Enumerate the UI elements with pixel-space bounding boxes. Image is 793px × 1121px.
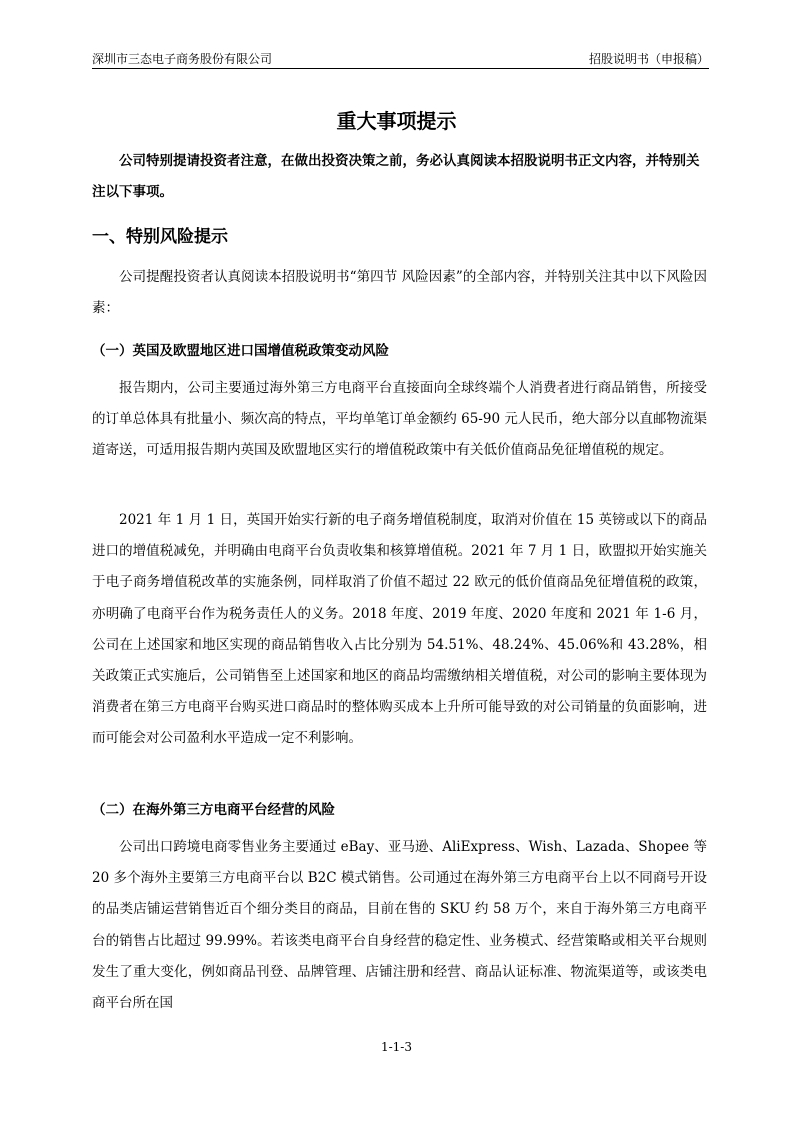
page-title: 重大事项提示 <box>336 109 457 133</box>
risk1-paragraph-1: 报告期内，公司主要通过海外第三方电商平台直接面向全球终端个人消费者进行商品销售，所接受的订单总体具有批量小、频次高的特点，平均单笔订单金额约 65-90 元人民币，绝大部分以直邮物流渠道寄送，可适用报告期内英国及欧盟地区实行的增值税政策中有关低价值商品免征增值税的规定。 <box>92 380 707 459</box>
risk1-heading: （一）英国及欧盟地区进口国增值税政策变动风险 <box>92 343 389 359</box>
risk2-paragraph-1: 公司出口跨境电商零售业务主要通过 eBay、亚马逊、AliExpress、Wish、Lazada、Shopee 等 20 多个海外主要第三方电商平台以 B2C 模式销售。公司通过在海外第三方电商平台上以不同商号开设的品类店铺运营销售近百个细分类目的商品，目前在售的 SKU 约 58 万个，来自于海外第三方电商平台的销售占比超过 99.99%。若该类电商平台自身经营的稳定性、业务模式、经营策略或相关平台规则发生了重大变化，例如商品刊登、品牌管理、店铺注册和经营、商品认证标准、物流渠道等，或该类电商平台所在国 <box>92 839 707 1012</box>
risk2-heading: （二）在海外第三方电商平台经营的风险 <box>92 802 335 818</box>
header-company-name: 深圳市三态电子商务股份有限公司 <box>92 52 273 66</box>
section-intro-paragraph: 公司提醒投资者认真阅读本招股说明书“第四节 风险因素”的全部内容，并特别关注其中以下风险因素： <box>92 269 707 317</box>
lead-notice: 公司特别提请投资者注意，在做出投资决策之前，务必认真阅读本招股说明书正文内容，并特别关注以下事项。 <box>92 153 700 200</box>
header-document-type: 招股说明书（申报稿） <box>588 52 709 66</box>
risk1-paragraph-2: 2021 年 1 月 1 日，英国开始实行新的电子商务增值税制度，取消对价值在 15 英镑或以下的商品进口的增值税减免，并明确由电商平台负责收集和核算增值税。2021 年 7 月 1 日，欧盟拟开始实施关于电子商务增值税改革的实施条例，同样取消了价值不超过 22 欧元的低价值商品免征增值税的政策，亦明确了电商平台作为税务责任人的义务。2018 年度、2019 年度、2020 年度和 2021 年 1-6 月，公司在上述国家和地区实现的商品销售收入占比分别为 54.51%、48.24%、45.06%和 43.28%，相关政策正式实施后，公司销售至上述国家和地区的商品均需缴纳相关增值税，对公司的影响主要体现为消费者在第三方电商平台购买进口商品时的整体购买成本上升所可能导致的对公司销量的负面影响，进而可能会对公司盈利水平造成一定不利影响。 <box>92 512 707 747</box>
section-heading-special-risks: 一、特别风险提示 <box>92 227 228 247</box>
page-number: 1-1-3 <box>380 1040 412 1054</box>
page-header <box>92 44 709 69</box>
